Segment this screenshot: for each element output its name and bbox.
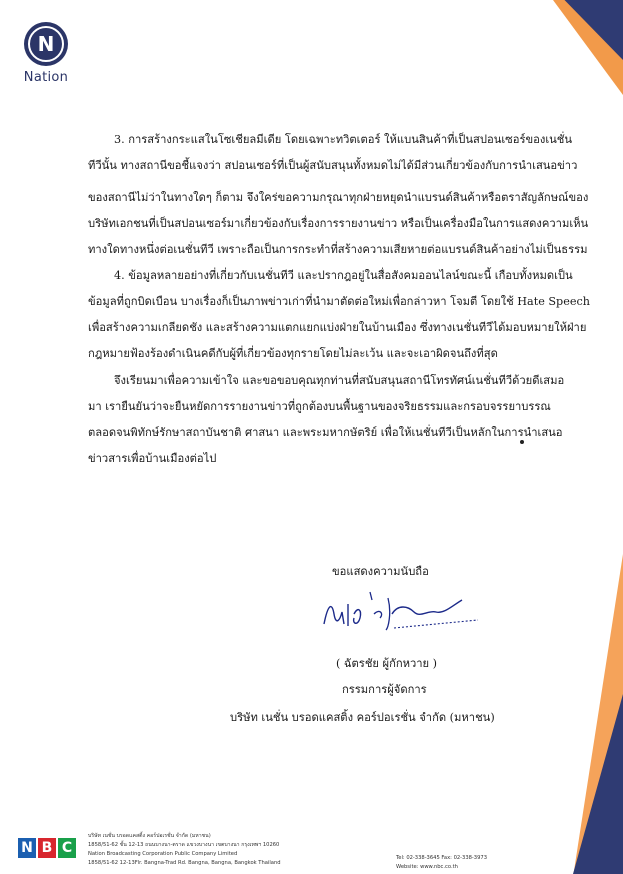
paragraph-line: จึงเรียนมาเพื่อความเข้าใจ และขอขอบคุณทุกท่านที่สนับสนุนสถานีโทรทัศน์เนชั่นทีวีด้วยดีเสมอ	[114, 374, 565, 387]
paragraph-line: 3. การสร้างกระแสในโซเชียลมีเดีย โดยเฉพาะทวิตเตอร์ ให้แบนสินค้าที่เป็นสปอนเซอร์ของเนชั่น	[114, 133, 573, 146]
nbc-logo-c: C	[58, 838, 76, 858]
footer-phone-fax: Tel: 02-338-3645 Fax: 02-338-3973	[396, 855, 488, 861]
paragraph-line: เพื่อสร้างความเกลียดชัง และสร้างความแตกแยกแบ่งฝ่ายในบ้านเมือง ซึ่งทางเนชั่นทีวีได้มอบหมายให้ฝ่าย	[88, 321, 587, 334]
paragraph-line: ของสถานีไม่ว่าในทางใดๆ ก็ตาม จึงใคร่ขอความกรุณาทุกฝ่ายหยุดนำแบรนด์สินค้าหรือตราสัญลักษณ์ของ	[88, 191, 589, 204]
footer-company-en: Nation Broadcasting Corporation Public Company Limited	[88, 851, 238, 857]
footer-address-en: 1858/51-62 12-13Flr. Bangna-Trad Rd. Bangna, Bangna, Bangkok Thailand	[88, 860, 281, 866]
nbc-logo-b: B	[38, 838, 56, 858]
logo-letter: N	[37, 32, 55, 56]
footer-company-th: บริษัท เนชั่น บรอดแคสติ้ง คอร์ปอเรชั่น จำกัด (มหาชน)	[88, 833, 211, 839]
paragraph-line: มา เรายืนยันว่าจะยืนหยัดการรายงานข่าวที่ถูกต้องบนพื้นฐานของจริยธรรมและกรอบจรรยาบรรณ	[88, 400, 551, 413]
signatory-name: ( ฉัตรชัย ผู้กักหวาย )	[336, 657, 438, 670]
footer-contact	[396, 854, 536, 872]
nbc-logo	[18, 838, 78, 858]
logo-wordmark: Nation	[23, 70, 69, 85]
closing-salutation: ขอแสดงความนับถือ	[332, 565, 429, 578]
stray-mark	[520, 440, 524, 444]
nation-logo-mark	[24, 22, 68, 66]
paragraph-line: 4. ข้อมูลหลายอย่างที่เกี่ยวกับเนชั่นทีวี และปรากฎอยู่ในสื่อสังคมออนไลน์ขณะนี้ เกือบทั้งหมดเป็น	[114, 269, 573, 282]
signatory-company: บริษัท เนชั่น บรอดแคสติ้ง คอร์ปอเรชั่น จำกัด (มหาชน)	[230, 711, 495, 724]
letterhead-footer	[18, 832, 578, 872]
footer-website: Website: www.nbc.co.th	[396, 864, 458, 870]
paragraph-line: ทีวีนั้น ทางสถานีขอชี้แจงว่า สปอนเซอร์ที่เป็นผู้สนับสนุนทั้งหมดไม่ได้มีส่วนเกี่ยวข้องกับการนำเสนอข่าว	[88, 159, 578, 172]
handwritten-signature	[318, 584, 498, 634]
paragraph-line: ข่าวสารเพื่อบ้านเมืองต่อไป	[88, 452, 217, 465]
paragraph-line: ทางใดทางหนึ่งต่อเนชั่นทีวี เพราะถือเป็นการกระทำที่สร้างความเสียหายต่อแบรนด์สินค้าอย่างไม่เป็นธรรม	[88, 243, 588, 256]
paragraph-3	[88, 127, 578, 179]
signatory-title: กรรมการผู้จัดการ	[342, 683, 427, 696]
paragraph-line: ข้อมูลที่ถูกบิดเบือน บางเรื่องก็เป็นภาพข่าวเก่าที่นำมาตัดต่อใหม่เพื่อกล่าวหา โจมตี โดยใช้ Hate Speech	[88, 295, 590, 308]
nbc-logo-n: N	[18, 838, 36, 858]
paragraph-4	[88, 263, 590, 367]
paragraph-3-continued	[88, 185, 589, 263]
nation-logo	[18, 22, 74, 85]
paragraph-line: กฎหมายฟ้องร้องดำเนินคดีกับผู้ที่เกี่ยวข้องทุกรายโดยไม่ละเว้น และจะเอาผิดจนถึงที่สุด	[88, 347, 498, 360]
paragraph-line: บริษัทเอกชนที่เป็นสปอนเซอร์มาเกี่ยวข้องกับเรื่องการรายงานข่าว หรือเป็นเครื่องมือในการแสดงความเห็น	[88, 217, 589, 230]
footer-address	[88, 832, 338, 868]
footer-address-th: 1858/51-62 ชั้น 12-13 ถนนบางนา-ตราด แขวงบางนา เขตบางนา กรุงเทพฯ 10260	[88, 842, 280, 848]
paragraph-line: ตลอดจนพิทักษ์รักษาสถาบันชาติ ศาสนา และพระมหากษัตริย์ เพื่อให้เนชั่นทีวีเป็นหลักในการนำเสนอ	[88, 426, 563, 439]
paragraph-closing	[88, 368, 565, 472]
